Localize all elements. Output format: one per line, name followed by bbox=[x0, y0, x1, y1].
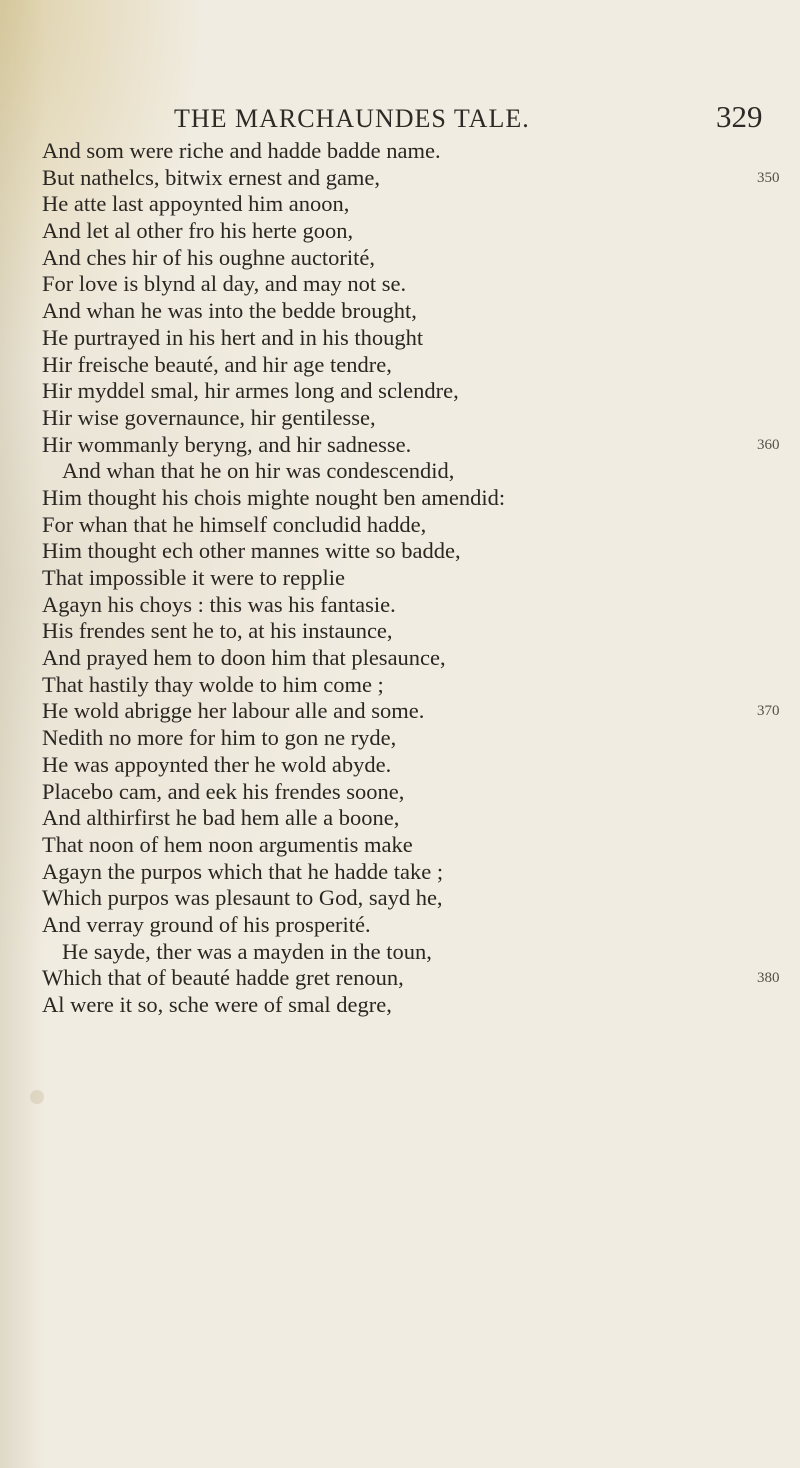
verse-line bbox=[0, 432, 800, 459]
verse-line-text: Which purpos was plesaunt to God, sayd he, bbox=[42, 885, 443, 911]
verse-line bbox=[0, 191, 800, 218]
verse-line bbox=[0, 325, 800, 352]
line-number: 380 bbox=[757, 970, 780, 987]
verse-line bbox=[0, 965, 800, 992]
verse-line-text: Placebo cam, and eek his frendes soone, bbox=[42, 778, 405, 804]
verse-line bbox=[0, 645, 800, 672]
verse-line bbox=[0, 885, 800, 912]
verse-line bbox=[0, 939, 800, 966]
verse-line-text: Nedith no more for him to gon ne ryde, bbox=[42, 725, 397, 751]
line-number: 350 bbox=[757, 169, 780, 186]
verse-line-text: Hir wommanly beryng, and hir sadnesse. bbox=[42, 431, 412, 457]
verse-line bbox=[0, 698, 800, 725]
verse-line-text: Him thought his chois mighte nought ben amendid: bbox=[42, 484, 506, 510]
verse-line-text: That noon of hem noon argumentis make bbox=[42, 831, 413, 857]
verse-line bbox=[0, 218, 800, 245]
line-number: 360 bbox=[757, 436, 780, 453]
verse-line bbox=[0, 752, 800, 779]
verse-line bbox=[0, 672, 800, 699]
verse-line bbox=[0, 992, 800, 1019]
verse-line-text: That hastily thay wolde to him come ; bbox=[42, 671, 384, 697]
verse-line bbox=[0, 512, 800, 539]
verse-line-text: Hir myddel smal, hir armes long and sclendre, bbox=[42, 378, 459, 404]
verse-line-text: He atte last appoynted him anoon, bbox=[42, 191, 350, 217]
verse-line-text: Hir wise governaunce, hir gentilesse, bbox=[42, 404, 376, 430]
verse-line-text: And whan that he on hir was condescendid, bbox=[62, 458, 455, 484]
verse-line bbox=[0, 912, 800, 939]
verse-line bbox=[0, 779, 800, 806]
verse-line bbox=[0, 805, 800, 832]
verse-line bbox=[0, 245, 800, 272]
verse-line bbox=[0, 859, 800, 886]
verse-line-text: Agayn the purpos which that he hadde take ; bbox=[42, 858, 444, 884]
verse-line-text: For whan that he himself concludid hadde, bbox=[42, 511, 427, 537]
verse-line bbox=[0, 538, 800, 565]
verse-line-text: And ches hir of his oughne auctorité, bbox=[42, 244, 376, 270]
verse-line bbox=[0, 352, 800, 379]
verse-line bbox=[0, 565, 800, 592]
verse-line-text: His frendes sent he to, at his instaunce, bbox=[42, 618, 393, 644]
verse-line bbox=[0, 485, 800, 512]
verse-block bbox=[0, 138, 800, 1019]
verse-line-text: That impossible it were to repplie bbox=[42, 565, 346, 590]
verse-line bbox=[0, 458, 800, 485]
verse-line-text: Hir freische beauté, and hir age tendre, bbox=[42, 351, 392, 377]
verse-line-text: Agayn his choys : this was his fantasie. bbox=[42, 591, 396, 617]
page-number: 329 bbox=[716, 99, 763, 134]
line-number: 370 bbox=[757, 703, 780, 720]
verse-line bbox=[0, 165, 800, 192]
verse-line-text: And verray ground of his prosperité. bbox=[42, 911, 371, 937]
verse-line-text: And whan he was into the bedde brought, bbox=[42, 298, 417, 324]
verse-line bbox=[0, 138, 800, 165]
verse-line bbox=[0, 618, 800, 645]
verse-line-text: And som were riche and hadde badde name. bbox=[42, 138, 441, 163]
verse-line-text: He wold abrigge her labour alle and some. bbox=[42, 698, 425, 724]
verse-line-text: And prayed hem to doon him that plesaunce, bbox=[42, 645, 446, 671]
verse-line-text: He was appoynted ther he wold abyde. bbox=[42, 751, 392, 777]
verse-line-text: But nathelcs, bitwix ernest and game, bbox=[42, 164, 381, 190]
verse-line-text: Al were it so, sche were of smal degre, bbox=[42, 992, 392, 1017]
verse-line-text: He purtrayed in his hert and in his thought bbox=[42, 324, 424, 350]
verse-line bbox=[0, 271, 800, 298]
verse-line bbox=[0, 405, 800, 432]
verse-line bbox=[0, 378, 800, 405]
verse-line bbox=[0, 592, 800, 619]
verse-line-text: Which that of beauté hadde gret renoun, bbox=[42, 965, 404, 991]
verse-line bbox=[0, 832, 800, 859]
verse-line-text: He sayde, ther was a mayden in the toun, bbox=[62, 938, 432, 964]
verse-line-text: And althirfirst he bad hem alle a boone, bbox=[42, 805, 400, 831]
verse-line-text: For love is blynd al day, and may not se. bbox=[42, 271, 407, 297]
paper-stain bbox=[30, 1090, 44, 1104]
verse-line-text: And let al other fro his herte goon, bbox=[42, 218, 354, 244]
verse-line bbox=[0, 298, 800, 325]
running-title: THE MARCHAUNDES TALE. bbox=[174, 104, 530, 133]
verse-line bbox=[0, 725, 800, 752]
verse-line-text: Him thought ech other mannes witte so badde, bbox=[42, 538, 461, 564]
